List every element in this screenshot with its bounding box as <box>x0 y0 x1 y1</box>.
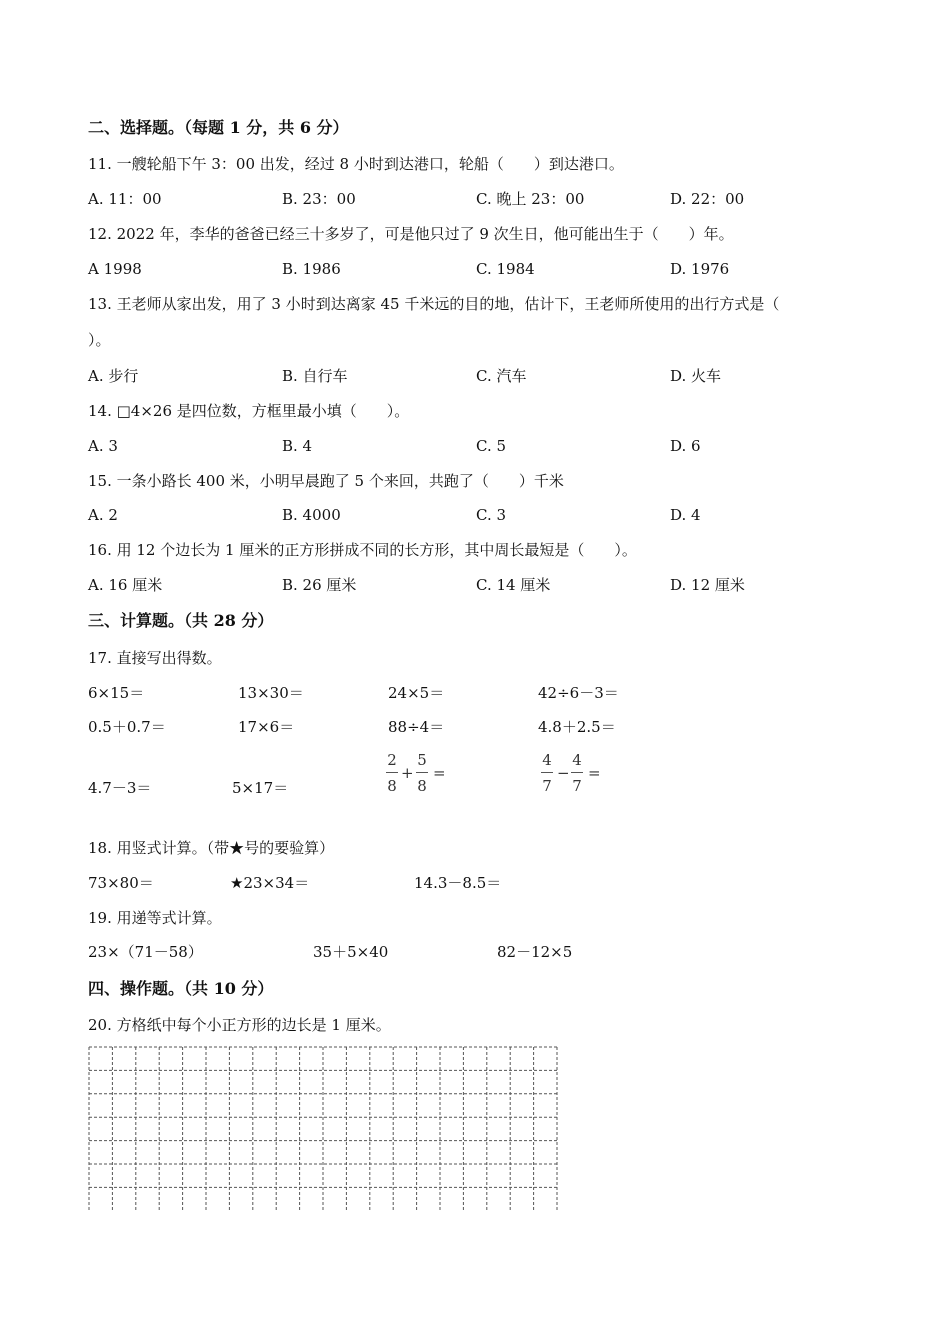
q15-option-d: D. 4 <box>670 506 701 524</box>
q17-expr: 42÷6－3＝ <box>538 684 619 702</box>
q15-option-c: C. 3 <box>476 506 507 524</box>
q12-option-d: D. 1976 <box>670 260 730 278</box>
question-14-stem: 14. □4×26 是四位数，方框里最小填（ ）。 <box>88 402 410 420</box>
q12-option-a: A 1998 <box>88 260 142 278</box>
q17-fraction-difference <box>540 752 600 796</box>
q17-expr: 4.7－3＝ <box>88 779 152 797</box>
fraction-numerator: 4 <box>572 751 582 769</box>
q16-option-d: D. 12 厘米 <box>670 576 745 594</box>
q16-option-b: B. 26 厘米 <box>282 576 357 594</box>
section-heading-calculation: 三、计算题。（共 28 分） <box>88 611 274 630</box>
fraction-bar <box>416 772 428 773</box>
square-grid-paper <box>88 1046 562 1210</box>
q17-fraction-sum <box>385 752 445 796</box>
section-heading-choice: 二、选择题。（每题 1 分，共 6 分） <box>88 118 349 137</box>
fraction-numerator: 2 <box>387 751 397 769</box>
q15-option-a: A. 2 <box>88 506 118 524</box>
q11-option-a: A. 11：00 <box>88 190 162 208</box>
q13-option-d: D. 火车 <box>670 367 722 385</box>
q19-expr: 23×（71－58） <box>88 943 203 961</box>
fraction-numerator: 5 <box>417 751 427 769</box>
q18-expr: 73×80＝ <box>88 874 154 892</box>
q17-expr: 5×17＝ <box>232 779 289 797</box>
fraction-bar <box>571 772 583 773</box>
q13-option-c: C. 汽车 <box>476 367 527 385</box>
fraction-bar <box>386 772 398 773</box>
q17-expr: 88÷4＝ <box>388 718 445 736</box>
q17-expr: 17×6＝ <box>238 718 295 736</box>
q14-option-b: B. 4 <box>282 437 313 455</box>
q15-option-b: B. 4000 <box>282 506 341 524</box>
question-20-stem: 20. 方格纸中每个小正方形的边长是 1 厘米。 <box>88 1016 391 1034</box>
fraction-denominator: 8 <box>387 777 397 795</box>
question-12-stem: 12. 2022 年，李华的爸爸已经三十多岁了，可是他只过了 9 次生日，他可能出生于（ ）年。 <box>88 225 734 243</box>
question-13-stem-cont: ）。 <box>88 331 111 349</box>
q11-option-d: D. 22：00 <box>670 190 745 208</box>
fraction-denominator: 7 <box>542 777 552 795</box>
q13-option-a: A. 步行 <box>88 367 139 385</box>
q14-option-a: A. 3 <box>88 437 118 455</box>
fraction-operator: − <box>557 764 570 782</box>
fraction-bar <box>541 772 553 773</box>
q18-expr: 14.3－8.5＝ <box>414 874 502 892</box>
q13-option-b: B. 自行车 <box>282 367 348 385</box>
fraction-equals: = <box>588 764 601 782</box>
question-13-stem: 13. 王老师从家出发，用了 3 小时到达离家 45 千米远的目的地，估计下，王老师所使用的出行方式是（ <box>88 295 780 313</box>
fraction-numerator: 4 <box>542 751 552 769</box>
question-11-stem: 11. 一艘轮船下午 3：00 出发，经过 8 小时到达港口，轮船（ ）到达港口。 <box>88 155 624 173</box>
q17-expr: 4.8＋2.5＝ <box>538 718 616 736</box>
question-16-stem: 16. 用 12 个边长为 1 厘米的正方形拼成不同的长方形，其中周长最短是（ ）。 <box>88 541 637 559</box>
q17-expr: 0.5＋0.7＝ <box>88 718 166 736</box>
q18-expr: ★23×34＝ <box>230 874 310 892</box>
q17-expr: 13×30＝ <box>238 684 304 702</box>
section-heading-operation: 四、操作题。（共 10 分） <box>88 979 274 998</box>
q17-expr: 24×5＝ <box>388 684 445 702</box>
q14-option-d: D. 6 <box>670 437 701 455</box>
q16-option-c: C. 14 厘米 <box>476 576 551 594</box>
fraction-equals: = <box>433 764 446 782</box>
q14-option-c: C. 5 <box>476 437 507 455</box>
q19-expr: 35＋5×40 <box>313 943 389 961</box>
question-17-stem: 17. 直接写出得数。 <box>88 649 222 667</box>
question-15-stem: 15. 一条小路长 400 米，小明早晨跑了 5 个来回，共跑了（ ）千米 <box>88 472 564 490</box>
q12-option-c: C. 1984 <box>476 260 535 278</box>
q17-expr: 6×15＝ <box>88 684 145 702</box>
q11-option-b: B. 23：00 <box>282 190 356 208</box>
q16-option-a: A. 16 厘米 <box>88 576 163 594</box>
q12-option-b: B. 1986 <box>282 260 341 278</box>
fraction-denominator: 8 <box>417 777 427 795</box>
q19-expr: 82－12×5 <box>497 943 573 961</box>
question-19-stem: 19. 用递等式计算。 <box>88 909 222 927</box>
q11-option-c: C. 晚上 23：00 <box>476 190 585 208</box>
question-18-stem: 18. 用竖式计算。（带★号的要验算） <box>88 839 335 857</box>
fraction-denominator: 7 <box>572 777 582 795</box>
fraction-operator: + <box>401 764 414 782</box>
